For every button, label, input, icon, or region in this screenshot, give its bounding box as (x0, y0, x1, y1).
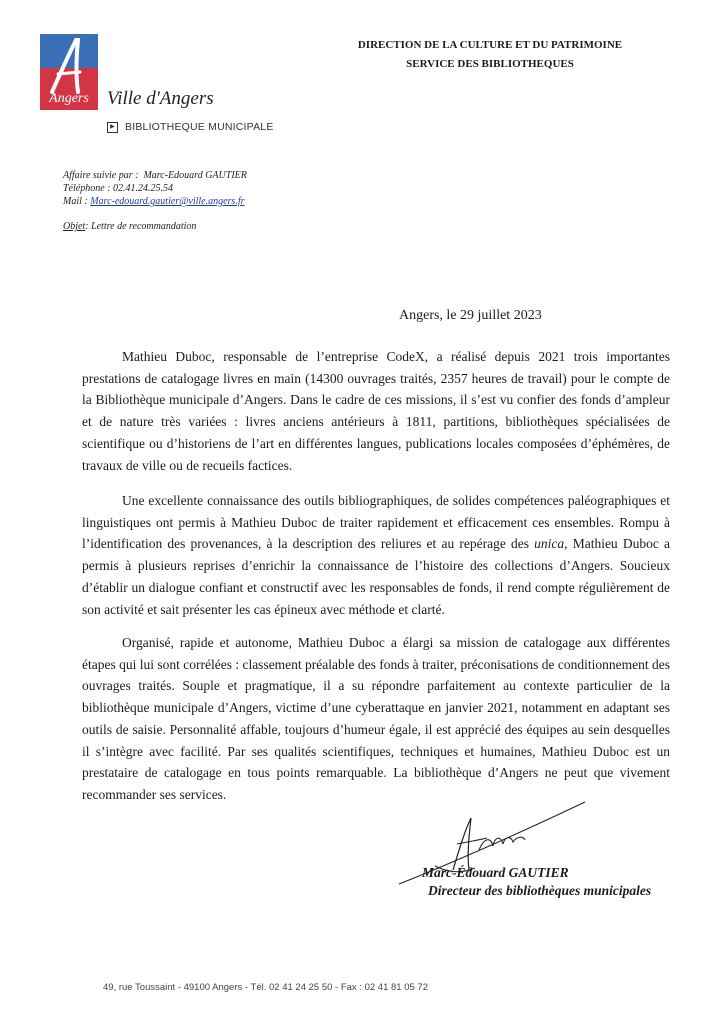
department-title: DIRECTION DE LA CULTURE ET DU PATRIMOINE (357, 39, 623, 51)
angers-logo (40, 34, 98, 110)
paragraph-1: Mathieu Duboc, responsable de l’entreprise CodeX, a réalisé depuis 2021 trois importantes prestations de catalogage livres en main (14300 ouvrages traités, 2357 heures de travail) pour le compte de la Bibliothèque municipale d’Angers. Dans le cadre de ces missions, il s’est vu confier des fonds d’ampleur et de nature très variées : livres anciens antérieurs à 1811, partitions, bibliothèques spécialisées de scientifique ou d’historiens de l’art en différentes langues, publications locales composées d’éphémères, de travaux de ville ou de recueils factices. (82, 349, 670, 473)
subject-line (63, 220, 196, 233)
phone-label: Téléphone : (63, 183, 111, 194)
logo-word: Angers (49, 91, 89, 106)
email-link[interactable]: Marc-edouard.gautier@ville.angers.fr (90, 196, 245, 207)
followed-by-name: Marc-Edouard GAUTIER (143, 170, 247, 181)
letter-date: Angers, le 29 juillet 2023 (399, 308, 542, 323)
service-title: SERVICE DES BIBLIOTHEQUES (406, 58, 574, 70)
phone-line (63, 182, 173, 195)
paragraph-2-emphasis: unica (534, 536, 565, 552)
signer-title: Directeur des bibliothèques municipales (428, 883, 652, 898)
footer-address: 49, rue Toussaint - 49100 Angers - Tél. 02 41 24 25 50 - Fax : 02 41 81 05 72 (103, 982, 428, 993)
subject-label: Objet (63, 221, 86, 232)
mail-label: Mail : (63, 196, 88, 207)
paragraph-2-part-b: , Mathieu Duboc a permis à plusieurs reprises d’enrichir la connaissance de l’histoire des collections d’Angers. Soucieux d’établir un dialogue confiant et constructif avec les responsables de fonds, il rend compte régulièrement de son activité et sait présenter les cas épineux avec méthode et clarté. (82, 536, 670, 617)
library-label: BIBLIOTHEQUE MUNICIPALE (125, 121, 274, 133)
mail-line (63, 195, 245, 208)
arrow-box-icon: ▶ (107, 122, 118, 133)
subject-text: : Lettre de recommandation (85, 221, 197, 232)
city-name: Ville d'Angers (107, 88, 214, 109)
paragraph-3: Organisé, rapide et autonome, Mathieu Duboc a élargi sa mission de catalogage aux différentes étapes qui lui sont corrélées : classement préalable des fonds à traiter, préconisations de conditionnement des ouvrages traités. Souple et pragmatique, il a su répondre parfaitement au contexte particulier de la bibliothèque municipale d’Angers, victime d’une cyberattaque en janvier 2021, notamment en adaptant ses outils de saisie. Personnalité affable, toujours d’humeur égale, il est apprécié des équipes au sein desquelles il s’intègre avec facilité. Par ses qualités scientifiques, techniques et humaines, Mathieu Duboc est un prestataire de catalogage en tous points remarquable. La bibliothèque d’Angers ne peut que vivement recommander ses services. (82, 635, 671, 802)
paragraph-2-part-a: Une excellente connaissance des outils bibliographiques, de solides compétences paléographiques et linguistiques ont permis à Mathieu Duboc de traiter rapidement et efficacement ces ensembles. Rompu à l’identification des provenances, à la description des reliures et au repérage des (82, 493, 670, 552)
signer-name: Marc-Édouard GAUTIER (422, 865, 569, 880)
followed-by-label: Affaire suivie par : (63, 170, 139, 181)
followed-by-line (63, 169, 247, 182)
phone-number: 02.41.24.25.54 (113, 183, 173, 194)
library-label-row (107, 121, 274, 133)
paragraph-2 (82, 490, 670, 620)
